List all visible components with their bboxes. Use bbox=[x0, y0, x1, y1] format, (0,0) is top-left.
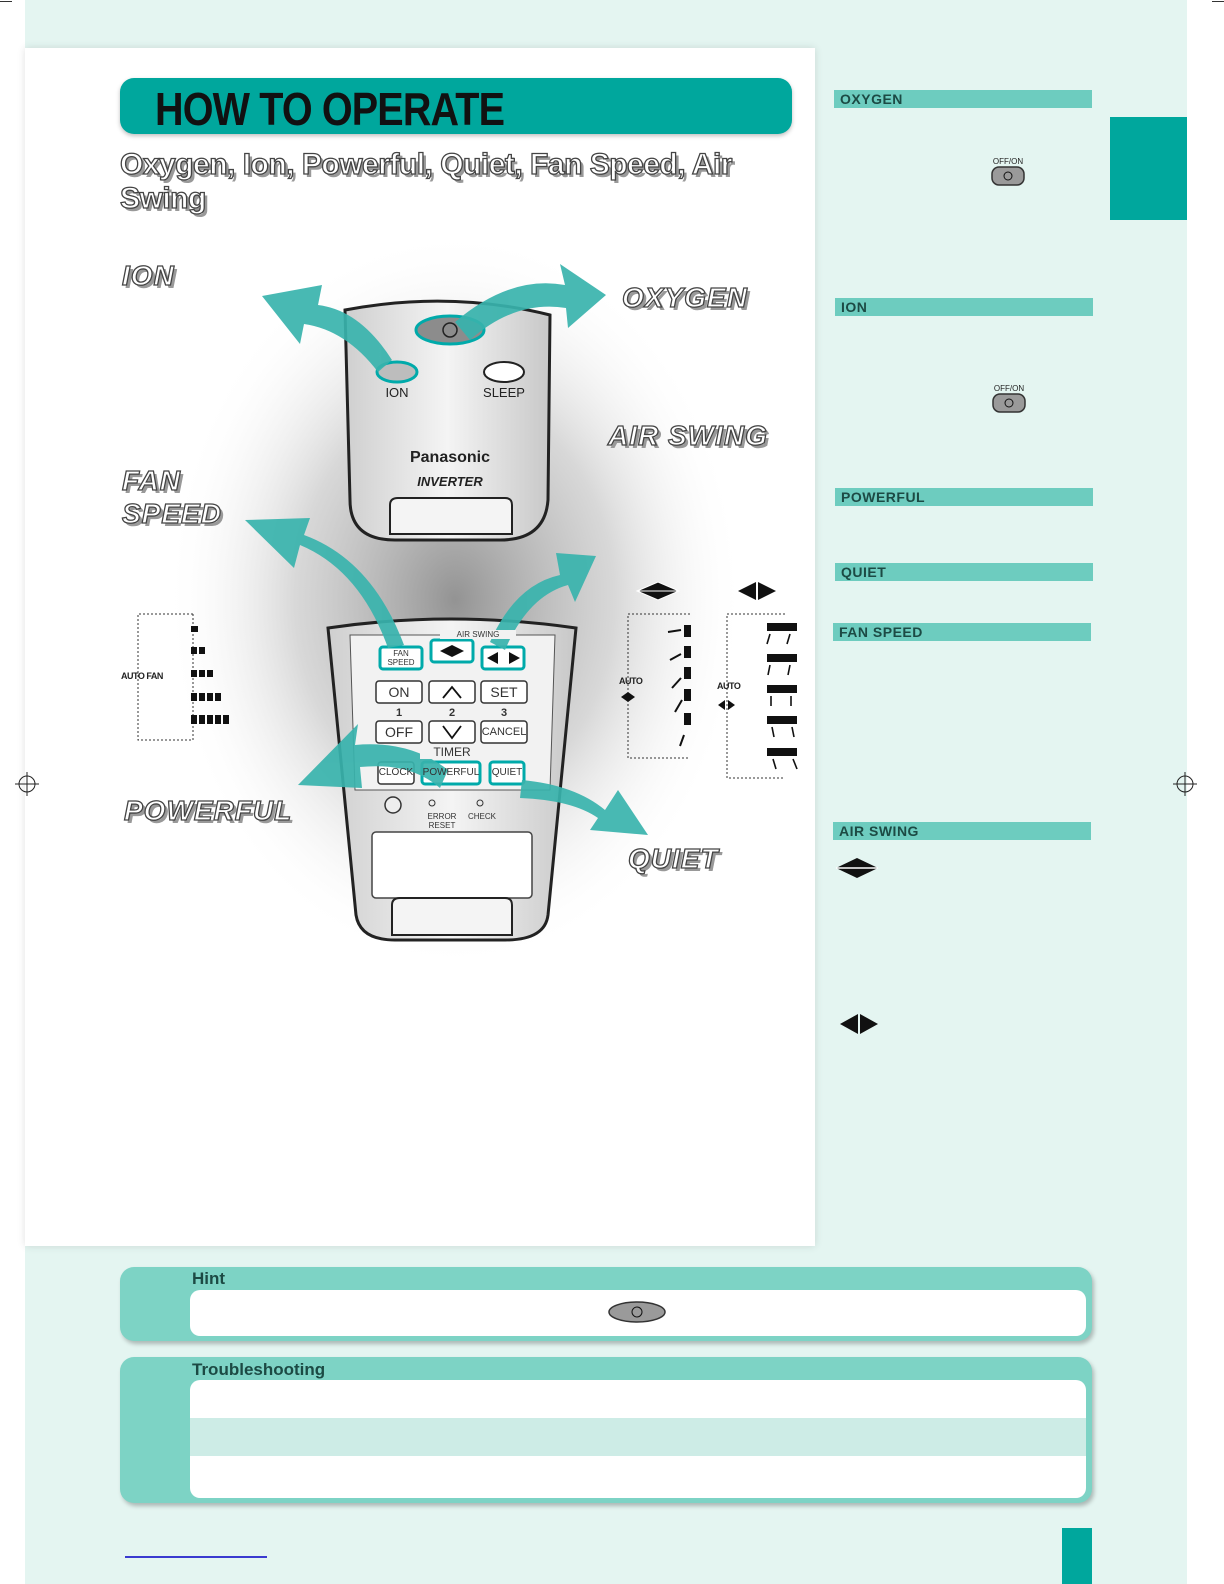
page-subtitle: Oxygen, Ion, Powerful, Quiet, Fan Speed, Air Swing bbox=[120, 148, 732, 215]
hint-title: Hint bbox=[192, 1269, 226, 1288]
remote-model: INVERTER bbox=[417, 474, 483, 489]
crop-mark bbox=[0, 1, 12, 2]
troubleshooting-content bbox=[190, 1380, 1086, 1498]
remote-num-2: 2 bbox=[448, 707, 456, 719]
powerful-callout: POWERFUL bbox=[124, 795, 293, 826]
remote-set-label: SET bbox=[490, 684, 518, 700]
sleep-button-remote[interactable] bbox=[484, 362, 524, 382]
vertical-auto-label: AUTO bbox=[619, 676, 643, 686]
remote-cancel-label: CANCEL bbox=[481, 726, 527, 738]
reset-hole[interactable] bbox=[385, 797, 401, 813]
oxygen-offon-label: OFF/ON bbox=[992, 157, 1024, 166]
troubleshooting-row bbox=[190, 1456, 1086, 1494]
ion-callout: ION bbox=[122, 260, 175, 291]
page-number-tab bbox=[1062, 1528, 1092, 1584]
troubleshooting-row bbox=[190, 1380, 1086, 1418]
remote-check-label: CHECK bbox=[467, 812, 496, 821]
ion-offon-label: OFF/ON bbox=[993, 384, 1025, 393]
troubleshooting-row bbox=[190, 1418, 1086, 1456]
fan-speed-callout-line1: FAN bbox=[122, 465, 181, 496]
air-swing-callout: AIR SWING bbox=[608, 420, 768, 451]
up-key[interactable] bbox=[429, 681, 475, 703]
oxygen-offon-button-icon bbox=[992, 167, 1024, 185]
crop-mark bbox=[1212, 1, 1224, 2]
troubleshooting-title: Troubleshooting bbox=[192, 1360, 326, 1379]
powerful-section-heading: POWERFUL bbox=[835, 488, 1093, 506]
remote-top-part bbox=[345, 301, 550, 540]
quiet-callout: QUIET bbox=[628, 843, 719, 874]
remote-bottom-part bbox=[328, 619, 576, 940]
footer-link-underline[interactable] bbox=[125, 1556, 267, 1558]
remote-fan-speed-label-2: SPEED bbox=[387, 658, 415, 667]
remote-on-label: ON bbox=[388, 684, 410, 700]
remote-fan-speed-label-1: FAN bbox=[393, 649, 409, 658]
page-title: HOW TO OPERATE bbox=[155, 83, 505, 135]
remote-num-1: 1 bbox=[395, 707, 403, 719]
remote-num-3: 3 bbox=[500, 707, 508, 719]
fan-auto-label: AUTO FAN bbox=[121, 671, 163, 681]
remote-quiet-label: QUIET bbox=[491, 767, 523, 778]
air-swing-section-heading: AIR SWING bbox=[833, 822, 1091, 840]
remote-air-swing-label: AIR SWING bbox=[440, 630, 516, 639]
oxygen-button-hint-icon bbox=[607, 1300, 667, 1324]
horizontal-auto-label: AUTO bbox=[717, 681, 741, 691]
ion-section-heading: ION bbox=[835, 298, 1093, 316]
remote-off-label: OFF bbox=[385, 724, 413, 740]
quiet-section-heading: QUIET bbox=[835, 563, 1093, 581]
fan-speed-callout-line2: SPEED bbox=[122, 498, 222, 529]
down-key[interactable] bbox=[429, 721, 475, 743]
oxygen-callout: OXYGEN bbox=[622, 282, 748, 313]
remote-powerful-label: POWERFUL bbox=[422, 767, 480, 778]
remote-error-reset-label: ERROR RESET bbox=[427, 812, 457, 830]
remote-timer-label: TIMER bbox=[420, 745, 484, 759]
chapter-tab bbox=[1110, 117, 1187, 220]
fan-speed-section-heading: FAN SPEED bbox=[833, 623, 1091, 641]
remote-brand: Panasonic bbox=[409, 449, 491, 466]
remote-clock-label: CLOCK bbox=[378, 767, 414, 778]
ion-offon-button-icon bbox=[993, 394, 1025, 412]
oxygen-section-heading: OXYGEN bbox=[834, 90, 1092, 108]
remote-ion-label: ION bbox=[385, 385, 409, 400]
remote-sleep-label: SLEEP bbox=[483, 385, 525, 400]
